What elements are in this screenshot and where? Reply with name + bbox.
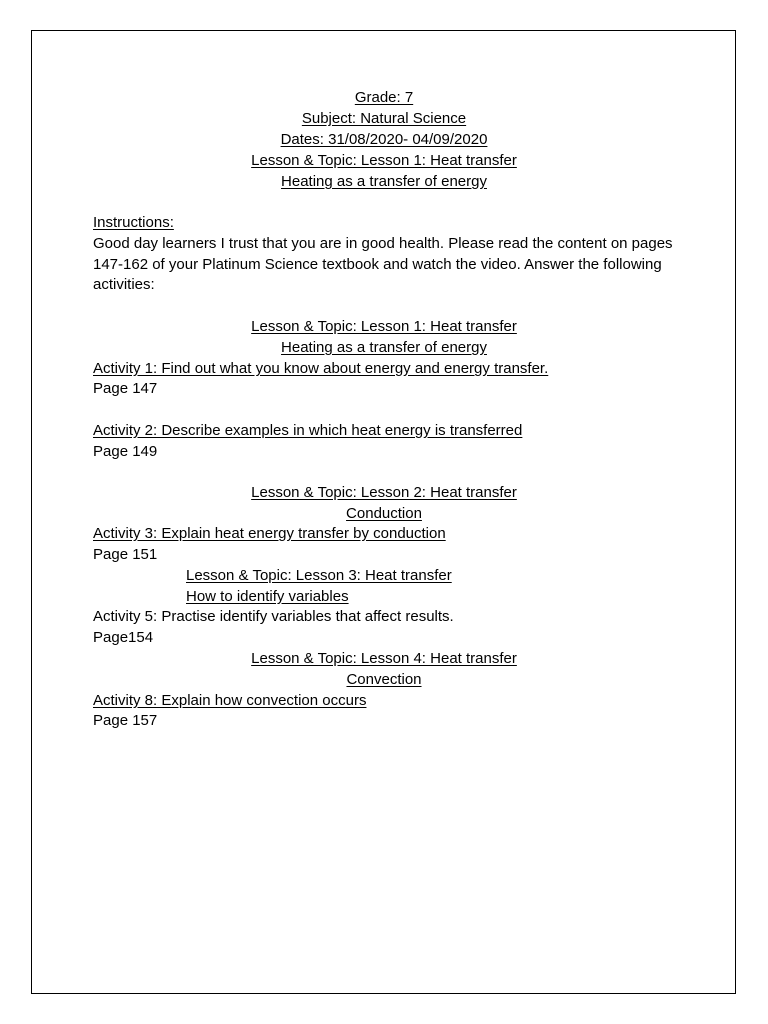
header-lesson-topic: Lesson & Topic: Lesson 1: Heat transfer [251,152,517,169]
lesson-4-topic: Convection [346,671,422,688]
activity-8-page: Page 157 [93,712,158,729]
activity-3-title: Activity 3: Explain heat energy transfer by conduction [93,525,446,542]
lesson-1-topic: Heating as a transfer of energy [281,339,487,356]
lesson-2-topic: Conduction [346,505,422,522]
instructions-body: Good day learners I trust that you are in good health. Please read the content on pages 147-162 of your Platinum Science textbook and watch the video. Answer the following activities: [93,235,673,294]
activity-2-title: Activity 2: Describe examples in which heat energy is transferred [93,422,523,439]
header-topic-title: Heating as a transfer of energy [281,173,487,190]
lesson-1-heading: Lesson & Topic: Lesson 1: Heat transfer [251,318,517,335]
activity-5-page: Page154 [93,629,154,646]
header-grade: Grade: 7 [354,89,414,106]
instructions-heading: Instructions: [93,214,174,231]
activity-1-title: Activity 1: Find out what you know about energy and energy transfer. [93,360,549,377]
activity-3-page: Page 151 [93,546,158,563]
lesson-3-topic: How to identify variables [186,588,349,605]
lesson-2-heading: Lesson & Topic: Lesson 2: Heat transfer [251,484,517,501]
activity-1-page: Page 147 [93,380,158,397]
header-dates: Dates: 31/08/2020- 04/09/2020 [280,131,488,148]
header-subject: Subject: Natural Science [301,110,467,127]
lesson-3-heading: Lesson & Topic: Lesson 3: Heat transfer [186,567,452,584]
activity-8-title: Activity 8: Explain how convection occurs [93,692,367,709]
activity-5-title: Activity 5: Practise identify variables that affect results. [93,608,454,625]
lesson-4-heading: Lesson & Topic: Lesson 4: Heat transfer [251,650,517,667]
activity-2-page: Page 149 [93,443,158,460]
